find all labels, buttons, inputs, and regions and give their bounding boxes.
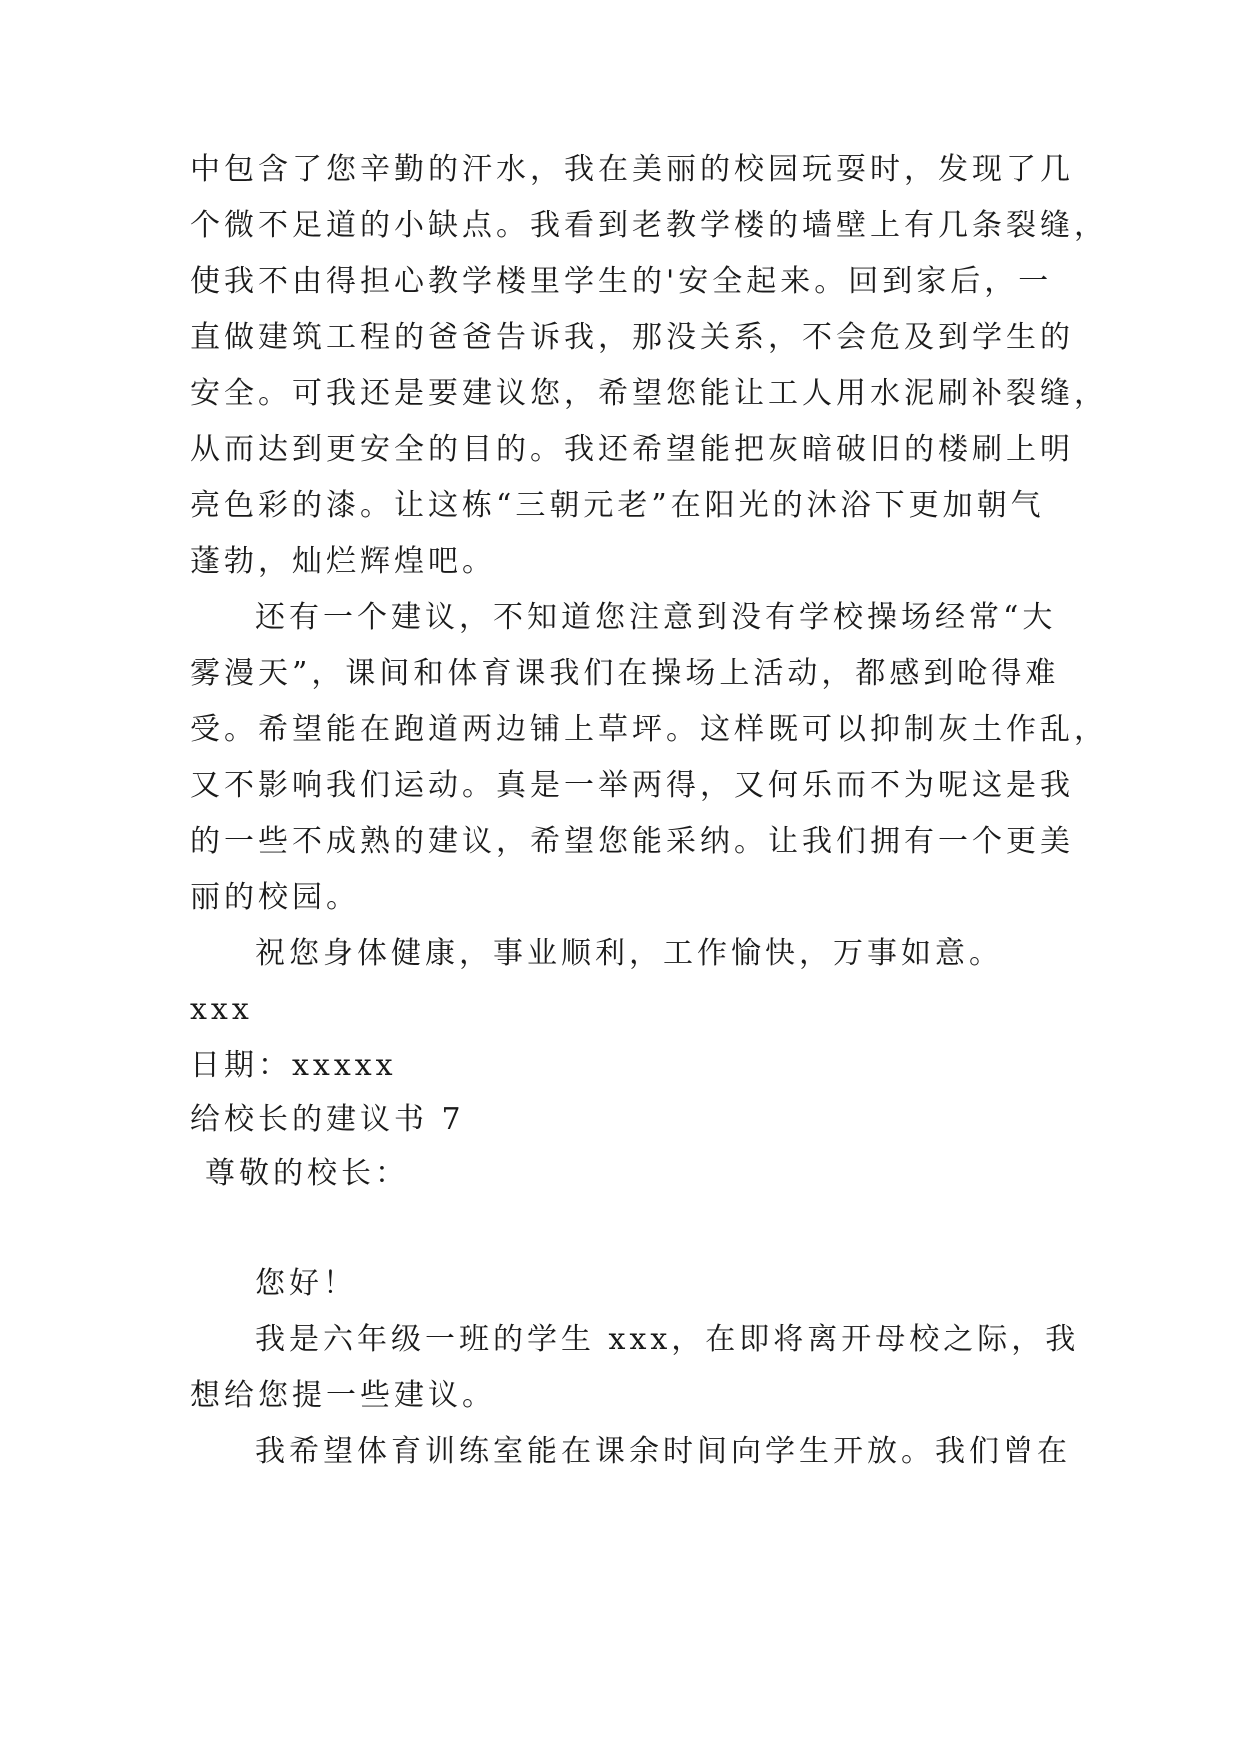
letter-title: 给校长的建议书 7	[190, 1102, 465, 1137]
text-line: 从而达到更安全的目的。我还希望能把灰暗破旧的楼刷上明	[190, 432, 1074, 467]
text-line: 丽的校园。	[190, 880, 360, 915]
text-line: 雾漫天”，课间和体育课我们在操场上活动，都感到呛得难	[190, 656, 1060, 691]
text-line: 的一些不成熟的建议，希望您能采纳。让我们拥有一个更美	[190, 824, 1074, 859]
text-line: 我是六年级一班的学生 xxx，在即将离开母校之际，我	[255, 1322, 1080, 1357]
text-line: 还有一个建议，不知道您注意到没有学校操场经常“大	[255, 600, 1057, 635]
date-line: 日期：xxxxx	[190, 1048, 397, 1083]
greeting: 您好！	[255, 1266, 357, 1301]
text-line: 个微不足道的小缺点。我看到老教学楼的墙壁上有几条裂缝，	[190, 208, 1108, 243]
text-line: 安全。可我还是要建议您，希望您能让工人用水泥刷补裂缝，	[190, 376, 1108, 411]
text-line: 中包含了您辛勤的汗水，我在美丽的校园玩耍时，发现了几	[190, 152, 1074, 187]
text-line: 受。希望能在跑道两边铺上草坪。这样既可以抑制灰土作乱，	[190, 712, 1108, 747]
text-line: 我希望体育训练室能在课余时间向学生开放。我们曾在	[255, 1434, 1071, 1469]
text-line: 使我不由得担心教学楼里学生的'安全起来。回到家后，一	[190, 264, 1053, 299]
salutation: 尊敬的校长：	[205, 1156, 409, 1191]
signature: xxx	[190, 992, 253, 1027]
text-line: 又不影响我们运动。真是一举两得，又何乐而不为呢这是我	[190, 768, 1074, 803]
text-line: 亮色彩的漆。让这栋“三朝元老”在阳光的沐浴下更加朝气	[190, 488, 1045, 523]
text-line: 想给您提一些建议。	[190, 1378, 496, 1413]
text-line: 蓬勃，灿烂辉煌吧。	[190, 544, 496, 579]
closing-wish: 祝您身体健康，事业顺利，工作愉快，万事如意。	[255, 936, 1003, 971]
text-line: 直做建筑工程的爸爸告诉我，那没关系，不会危及到学生的	[190, 320, 1074, 355]
